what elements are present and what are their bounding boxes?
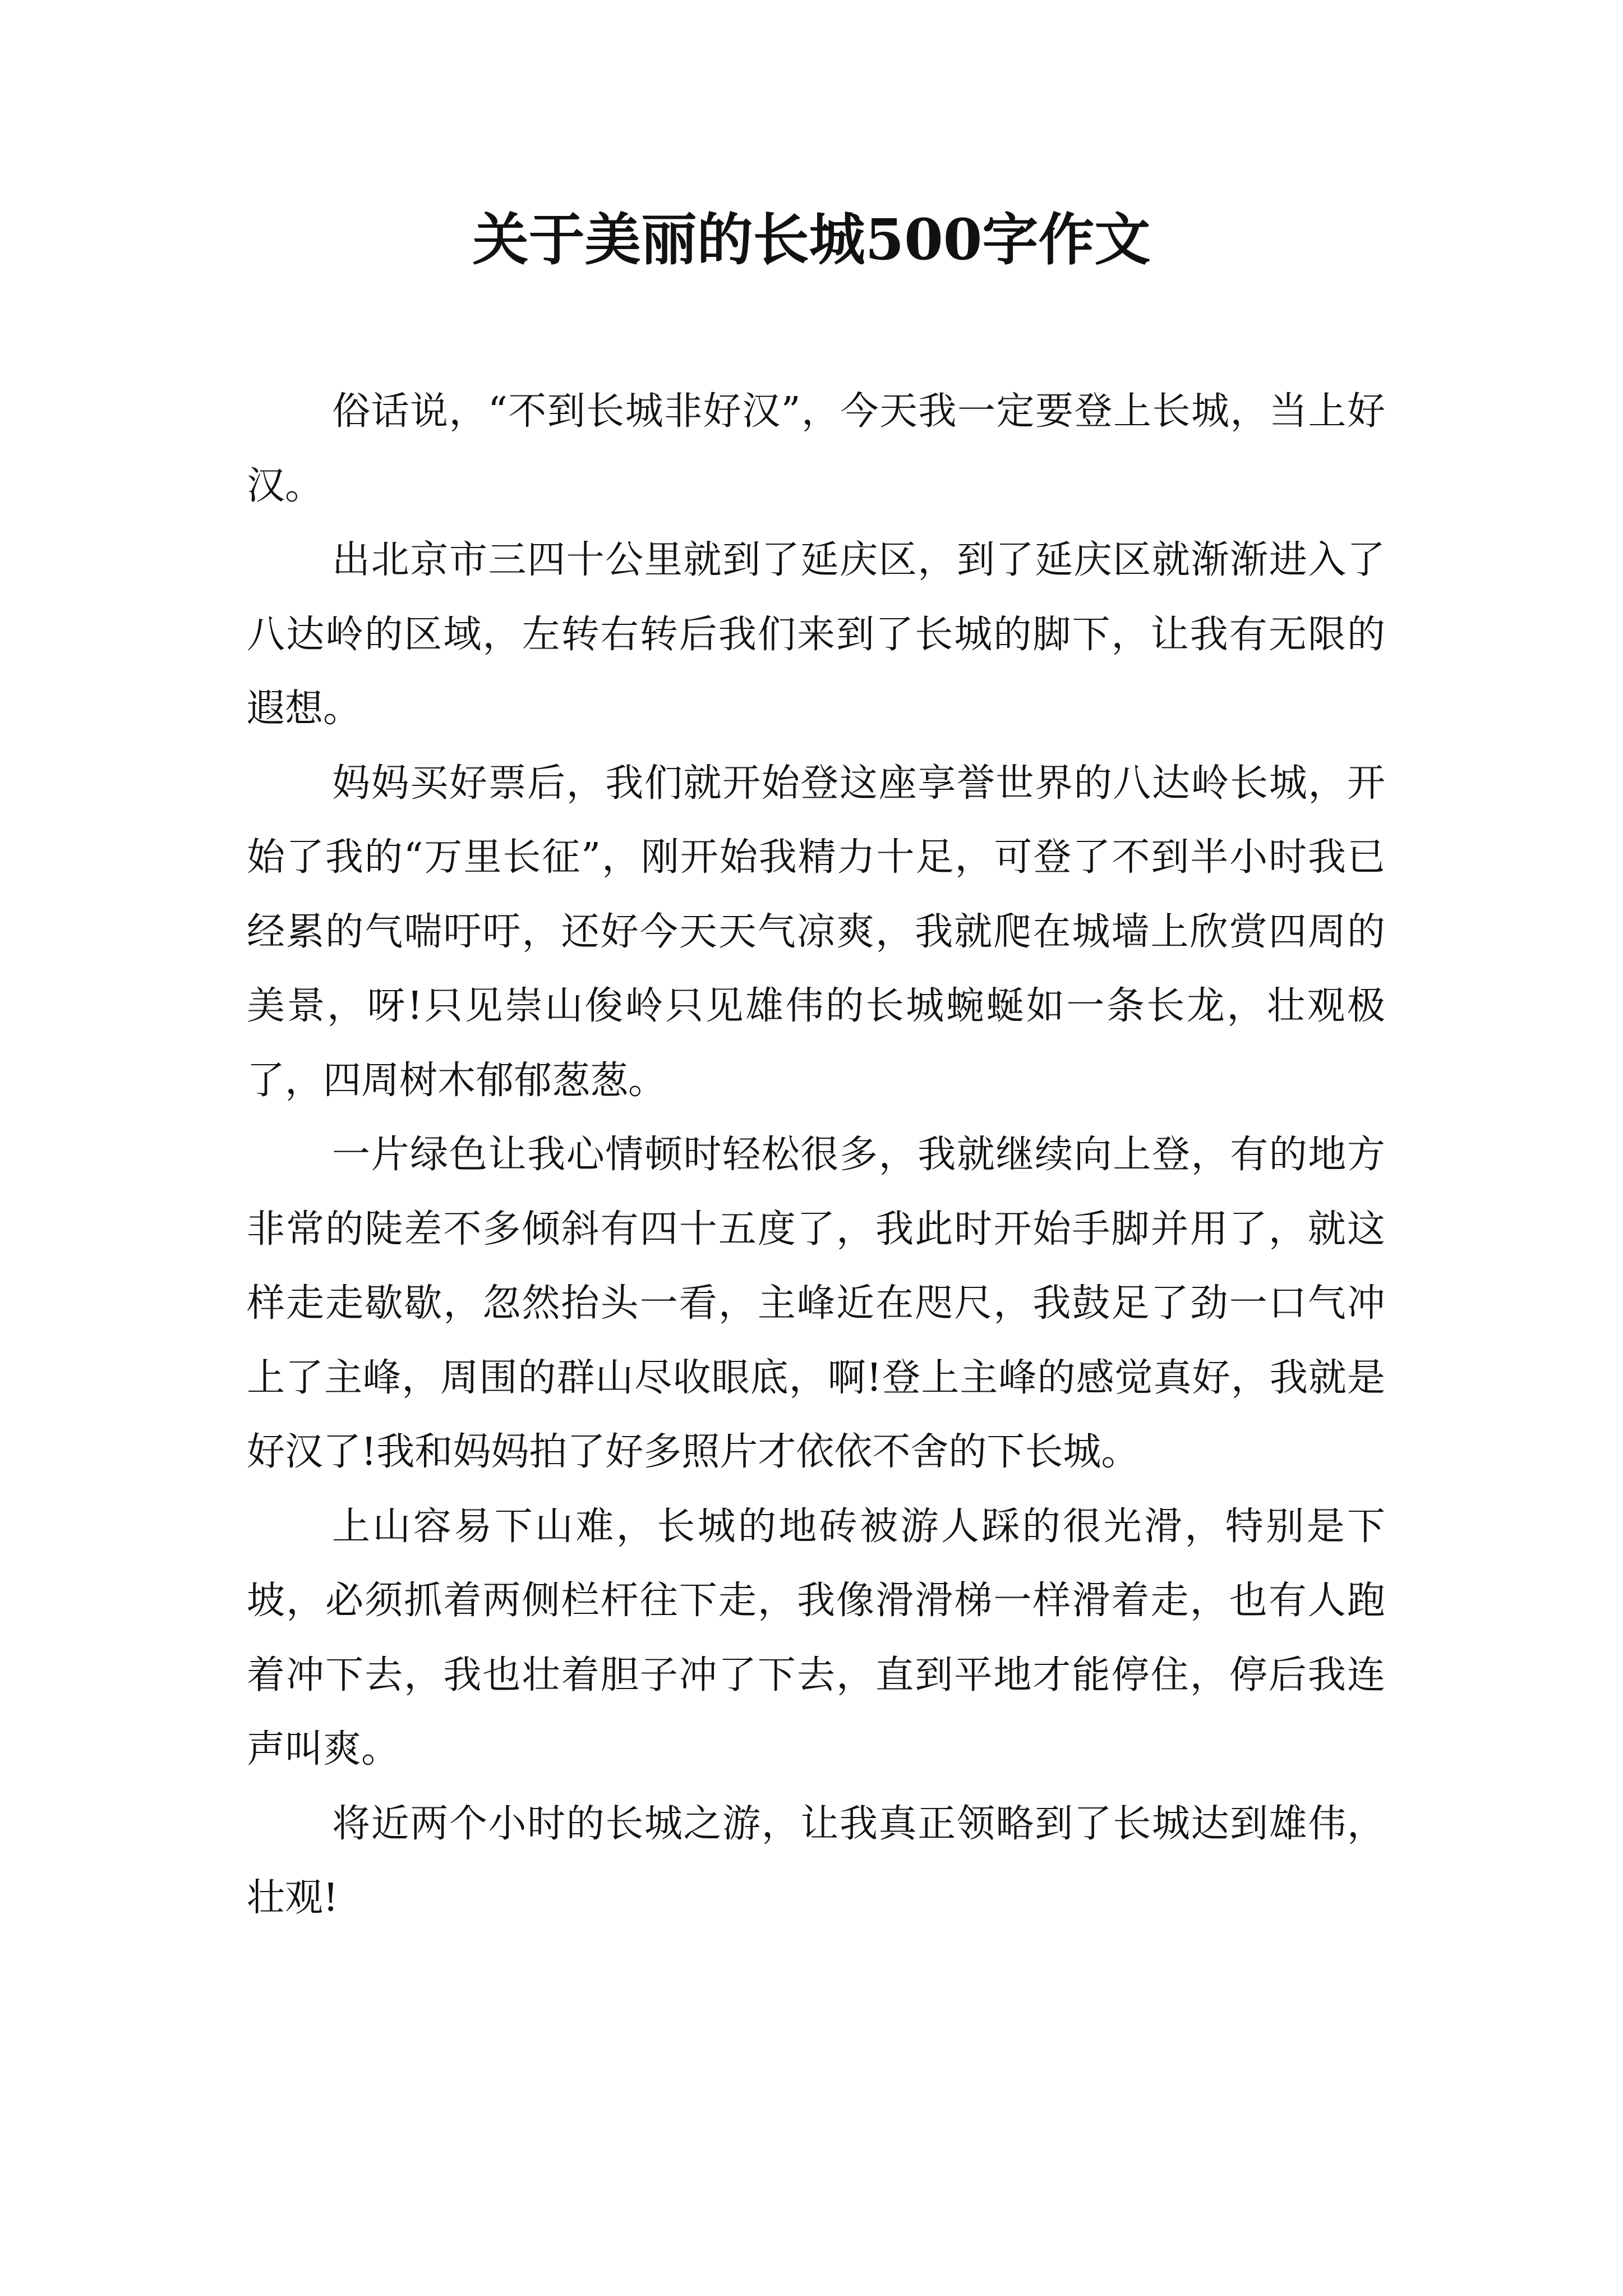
paragraph: 出北京市三四十公里就到了延庆区，到了延庆区就渐渐进入了八达岭的区域，左转右转后我们来到了长城的脚下，让我有无限的遐想。 <box>247 538 1385 731</box>
document-body <box>247 375 1385 1936</box>
paragraph: 上山容易下山难，长城的地砖被游人踩的很光滑，特别是下坡，必须抓着两侧栏杆往下走，我像滑滑梯一样滑着走，也有人跑着冲下去，我也壮着胆子冲了下去，直到平地才能停住，停后我连声叫爽。 <box>247 1504 1385 1772</box>
paragraph: 一片绿色让我心情顿时轻松很多，我就继续向上登，有的地方非常的陡差不多倾斜有四十五度了，我此时开始手脚并用了，就这样走走歇歇，忽然抬头一看，主峰近在咫尺，我鼓足了劲一口气冲上了主峰，周围的群山尽收眼底，啊!登上主峰的感觉真好，我就是好汉了!我和妈妈拍了好多照片才依依不舍的下长城。 <box>247 1133 1385 1474</box>
paragraph: 俗话说，“不到长城非好汉”，今天我一定要登上长城，当上好汉。 <box>247 389 1385 508</box>
paragraph: 妈妈买好票后，我们就开始登这座享誉世界的八达岭长城，开始了我的“万里长征”，刚开始我精力十足，可登了不到半小时我已经累的气喘吁吁，还好今天天气凉爽，我就爬在城墙上欣赏四周的美景，呀!只见崇山俊岭只见雄伟的长城蜿蜒如一条长龙，壮观极了，四周树木郁郁葱葱。 <box>247 761 1385 1103</box>
document-title: 关于美丽的长城500字作文 <box>472 206 1151 273</box>
paragraph: 将近两个小时的长城之游，让我真正领略到了长城达到雄伟，壮观! <box>247 1801 1385 1920</box>
